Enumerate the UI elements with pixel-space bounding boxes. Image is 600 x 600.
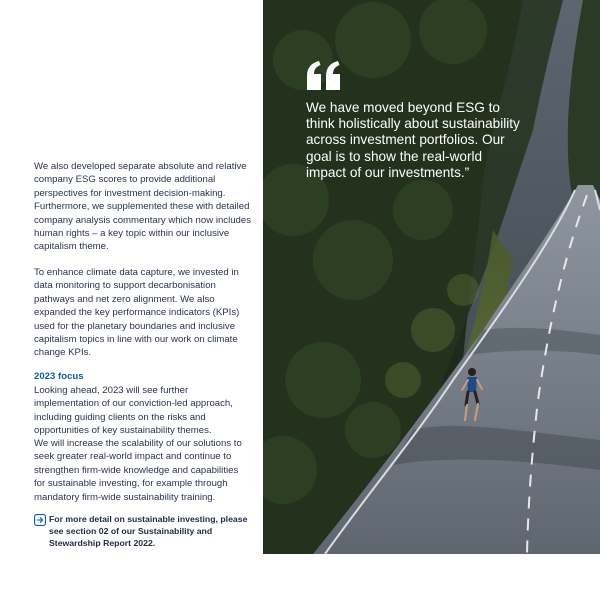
pull-quote: We have moved beyond ESG to think holistically about sustainability across investment portfolios. Our goal is to show the real-world impact of our investments.” bbox=[306, 100, 520, 180]
arrow-right-icon bbox=[34, 514, 46, 526]
paragraph-esg-scores: We also developed separate absolute and relative company ESG scores to provide additional perspectives for investment decision-making. Furthermore, we supplemented these with detailed company analysis commentary which now includes human rights – a key topic within our inclusive capitalism theme. bbox=[34, 161, 252, 253]
body-column bbox=[34, 0, 252, 600]
paragraph-climate-data: To enhance climate data capture, we invested in data monitoring to support decarbonisation pathways and net zero alignment. We also expanded the key performance indicators (KPIs) used for the planetary boundaries and inclusive capitalism topics in line with our work on climate change KPIs. bbox=[34, 267, 240, 359]
paragraph-scalability: We will increase the scalability of our solutions to seek greater real-world impact and continue to strengthen firm-wide knowledge and capabilities for sustainable investing, for example through mandatory firm-wide sustainability training. bbox=[34, 438, 242, 503]
cross-reference-text: For more detail on sustainable investing, please see section 02 of our Sustainability and Stewardship Report 2022. bbox=[49, 514, 248, 548]
cross-reference-link[interactable] bbox=[34, 513, 252, 549]
focus-heading: 2023 focus bbox=[34, 371, 84, 382]
paragraph-looking-ahead: Looking ahead, 2023 will see further implementation of our conviction-led approach, including guiding clients on the risks and opportunities of key sustainability themes. bbox=[34, 385, 233, 437]
quote-mark-icon bbox=[305, 60, 343, 92]
